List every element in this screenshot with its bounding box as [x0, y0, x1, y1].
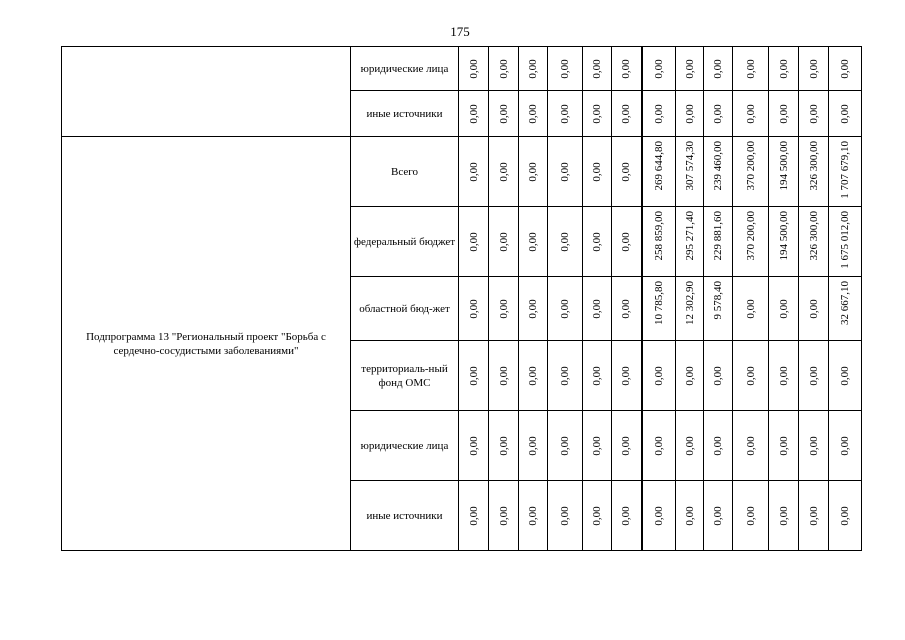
value-cell [548, 91, 583, 137]
value-cell [799, 341, 829, 411]
value-cell [583, 91, 612, 137]
value-text: 0,00 [744, 505, 757, 526]
value-cell [583, 207, 612, 277]
value-text: 0,00 [591, 231, 603, 252]
value-cell [612, 47, 642, 91]
value-cell [519, 47, 548, 91]
value-cell [548, 411, 583, 481]
value-cell [799, 137, 829, 207]
value-text: 0,00 [807, 505, 820, 526]
value-cell [829, 47, 862, 91]
program-title-cell [62, 137, 351, 551]
value-cell [548, 47, 583, 91]
value-text: 0,00 [527, 58, 539, 79]
value-text: 1 675 012,00 [839, 211, 851, 269]
value-cell [489, 481, 519, 551]
value-cell [642, 481, 676, 551]
value-text: 32 667,10 [839, 281, 851, 325]
value-cell [704, 137, 733, 207]
value-text: 269 644,80 [652, 141, 665, 191]
value-text: 0,00 [467, 231, 480, 252]
value-text: 0,00 [620, 298, 633, 319]
value-text: 0,00 [497, 365, 510, 386]
value-text: 0,00 [652, 365, 665, 386]
value-cell [489, 341, 519, 411]
value-cell [799, 481, 829, 551]
value-text: 0,00 [712, 435, 724, 456]
value-text: 239 460,00 [712, 141, 724, 191]
value-text: 0,00 [527, 365, 539, 386]
value-cell [612, 341, 642, 411]
value-text: 0,00 [591, 365, 603, 386]
funding-source-cell: Всего [351, 137, 459, 207]
value-text: 370 200,00 [744, 211, 757, 261]
value-cell [829, 137, 862, 207]
value-text: 0,00 [527, 298, 539, 319]
value-cell [704, 277, 733, 341]
value-cell [489, 47, 519, 91]
value-text: 0,00 [777, 103, 790, 124]
value-text: 9 578,40 [712, 281, 724, 320]
value-cell [642, 411, 676, 481]
value-cell [733, 137, 769, 207]
value-text: 0,00 [620, 505, 633, 526]
value-text: 0,00 [744, 58, 757, 79]
page-number: 175 [450, 24, 470, 39]
value-cell [829, 277, 862, 341]
value-text: 0,00 [839, 103, 851, 124]
value-cell [676, 91, 704, 137]
value-cell [733, 341, 769, 411]
value-cell [733, 91, 769, 137]
value-text: 0,00 [744, 298, 757, 319]
value-text: 0,00 [620, 103, 633, 124]
value-cell [489, 137, 519, 207]
value-text: 0,00 [467, 161, 480, 182]
value-cell [548, 277, 583, 341]
value-text: 0,00 [467, 505, 480, 526]
value-cell [733, 277, 769, 341]
value-cell [733, 481, 769, 551]
value-text: 0,00 [683, 435, 696, 456]
funding-source-cell: юридические лица [351, 47, 459, 91]
value-text: 370 200,00 [744, 141, 757, 191]
value-text: 0,00 [620, 435, 633, 456]
value-cell [459, 91, 489, 137]
value-cell [519, 207, 548, 277]
value-text: 0,00 [497, 298, 510, 319]
value-text: 0,00 [497, 435, 510, 456]
funding-source-cell: территориаль-ный фонд ОМС [351, 341, 459, 411]
value-text: 0,00 [807, 58, 820, 79]
value-text: 0,00 [559, 298, 571, 319]
funding-source-cell: областной бюд-жет [351, 277, 459, 341]
value-text: 0,00 [839, 365, 851, 386]
funding-source-cell: иные источники [351, 481, 459, 551]
value-text: 0,00 [683, 365, 696, 386]
value-cell [642, 341, 676, 411]
value-text: 0,00 [467, 298, 480, 319]
value-text: 0,00 [777, 298, 790, 319]
value-cell [548, 207, 583, 277]
value-text: 0,00 [620, 365, 633, 386]
value-cell [704, 207, 733, 277]
value-text: 0,00 [744, 435, 757, 456]
value-text: 0,00 [839, 505, 851, 526]
value-text: 0,00 [712, 58, 724, 79]
value-cell [489, 277, 519, 341]
table-row [62, 137, 862, 207]
value-cell [676, 277, 704, 341]
value-cell [676, 47, 704, 91]
value-text: 258 859,00 [652, 211, 665, 261]
program-title: Подпрограмма 13 "Региональный проект "Борьба с сердечно-сосудистыми заболеваниями" [86, 330, 326, 357]
value-cell [519, 277, 548, 341]
funding-source-cell: иные источники [351, 91, 459, 137]
value-text: 0,00 [591, 161, 603, 182]
value-cell [459, 277, 489, 341]
table-row [62, 47, 862, 91]
value-cell [799, 411, 829, 481]
value-text: 0,00 [839, 58, 851, 79]
value-text: 0,00 [744, 365, 757, 386]
value-cell [519, 481, 548, 551]
value-text: 229 881,60 [712, 211, 724, 261]
value-text: 0,00 [467, 365, 480, 386]
value-cell [642, 277, 676, 341]
value-text: 0,00 [652, 103, 665, 124]
value-text: 10 785,80 [652, 281, 665, 325]
value-text: 0,00 [777, 58, 790, 79]
value-text: 0,00 [591, 298, 603, 319]
value-text: 0,00 [467, 58, 480, 79]
value-cell [704, 411, 733, 481]
value-text: 194 500,00 [777, 141, 790, 191]
empty-program-cell [62, 47, 351, 137]
value-text: 0,00 [777, 435, 790, 456]
value-text: 0,00 [467, 435, 480, 456]
value-cell [676, 341, 704, 411]
value-cell [548, 341, 583, 411]
value-cell [769, 137, 799, 207]
value-cell [704, 91, 733, 137]
value-cell [459, 207, 489, 277]
value-cell [459, 137, 489, 207]
value-text: 0,00 [559, 103, 571, 124]
value-text: 307 574,30 [683, 141, 696, 191]
value-cell [769, 341, 799, 411]
value-cell [769, 481, 799, 551]
value-cell [612, 91, 642, 137]
value-cell [733, 47, 769, 91]
value-cell [799, 207, 829, 277]
value-text: 0,00 [527, 505, 539, 526]
value-cell [704, 341, 733, 411]
value-cell [769, 277, 799, 341]
value-cell [829, 91, 862, 137]
value-text: 0,00 [467, 103, 480, 124]
value-cell [642, 47, 676, 91]
value-text: 0,00 [652, 505, 665, 526]
value-cell [829, 481, 862, 551]
value-text: 0,00 [497, 161, 510, 182]
value-text: 1 707 679,10 [839, 141, 851, 199]
value-cell [459, 341, 489, 411]
value-cell [733, 207, 769, 277]
value-text: 0,00 [777, 505, 790, 526]
value-text: 12 302,90 [683, 281, 696, 325]
value-text: 295 271,40 [683, 211, 696, 261]
value-cell [519, 137, 548, 207]
value-cell [676, 137, 704, 207]
value-cell [642, 207, 676, 277]
value-cell [583, 47, 612, 91]
value-text: 0,00 [683, 103, 696, 124]
value-text: 0,00 [744, 103, 757, 124]
value-text: 0,00 [712, 505, 724, 526]
value-text: 0,00 [683, 505, 696, 526]
value-text: 0,00 [497, 58, 510, 79]
value-cell [769, 411, 799, 481]
value-cell [583, 341, 612, 411]
value-text: 0,00 [807, 365, 820, 386]
value-cell [799, 47, 829, 91]
value-cell [676, 411, 704, 481]
value-text: 0,00 [839, 435, 851, 456]
value-text: 0,00 [620, 231, 633, 252]
value-text: 194 500,00 [777, 211, 790, 261]
value-cell [583, 137, 612, 207]
value-cell [612, 137, 642, 207]
value-text: 0,00 [559, 231, 571, 252]
value-cell [583, 277, 612, 341]
value-text: 0,00 [559, 365, 571, 386]
value-text: 0,00 [497, 103, 510, 124]
value-cell [769, 207, 799, 277]
value-cell [829, 207, 862, 277]
value-text: 0,00 [620, 58, 633, 79]
value-cell [799, 91, 829, 137]
value-text: 0,00 [591, 58, 603, 79]
value-text: 0,00 [807, 298, 820, 319]
value-text: 0,00 [559, 161, 571, 182]
value-text: 0,00 [652, 435, 665, 456]
value-cell [519, 411, 548, 481]
value-cell [519, 91, 548, 137]
value-text: 0,00 [652, 58, 665, 79]
value-cell [489, 91, 519, 137]
value-text: 0,00 [712, 103, 724, 124]
value-text: 0,00 [559, 505, 571, 526]
value-cell [459, 481, 489, 551]
value-text: 0,00 [712, 365, 724, 386]
value-cell [459, 47, 489, 91]
value-cell [489, 207, 519, 277]
value-cell [612, 411, 642, 481]
value-text: 326 300,00 [807, 141, 820, 191]
value-cell [548, 481, 583, 551]
value-text: 0,00 [591, 435, 603, 456]
value-text: 0,00 [807, 103, 820, 124]
value-text: 0,00 [497, 231, 510, 252]
value-text: 0,00 [527, 161, 539, 182]
value-cell [548, 137, 583, 207]
funding-source-cell: юридические лица [351, 411, 459, 481]
value-cell [769, 91, 799, 137]
value-cell [829, 341, 862, 411]
value-cell [583, 481, 612, 551]
value-text: 0,00 [527, 231, 539, 252]
value-cell [583, 411, 612, 481]
value-text: 326 300,00 [807, 211, 820, 261]
value-cell [799, 277, 829, 341]
value-cell [704, 47, 733, 91]
funding-source-cell: федеральный бюджет [351, 207, 459, 277]
value-text: 0,00 [683, 58, 696, 79]
value-cell [612, 481, 642, 551]
value-cell [612, 207, 642, 277]
value-cell [642, 91, 676, 137]
value-cell [489, 411, 519, 481]
value-cell [676, 207, 704, 277]
value-cell [459, 411, 489, 481]
value-text: 0,00 [777, 365, 790, 386]
value-cell [769, 47, 799, 91]
value-cell [676, 481, 704, 551]
value-cell [829, 411, 862, 481]
value-text: 0,00 [620, 161, 633, 182]
value-cell [519, 341, 548, 411]
value-text: 0,00 [591, 103, 603, 124]
value-text: 0,00 [559, 435, 571, 456]
value-cell [704, 481, 733, 551]
value-text: 0,00 [807, 435, 820, 456]
funding-table [61, 46, 862, 551]
value-cell [733, 411, 769, 481]
value-text: 0,00 [527, 435, 539, 456]
value-text: 0,00 [591, 505, 603, 526]
value-text: 0,00 [497, 505, 510, 526]
value-text: 0,00 [559, 58, 571, 79]
value-cell [642, 137, 676, 207]
value-cell [612, 277, 642, 341]
value-text: 0,00 [527, 103, 539, 124]
